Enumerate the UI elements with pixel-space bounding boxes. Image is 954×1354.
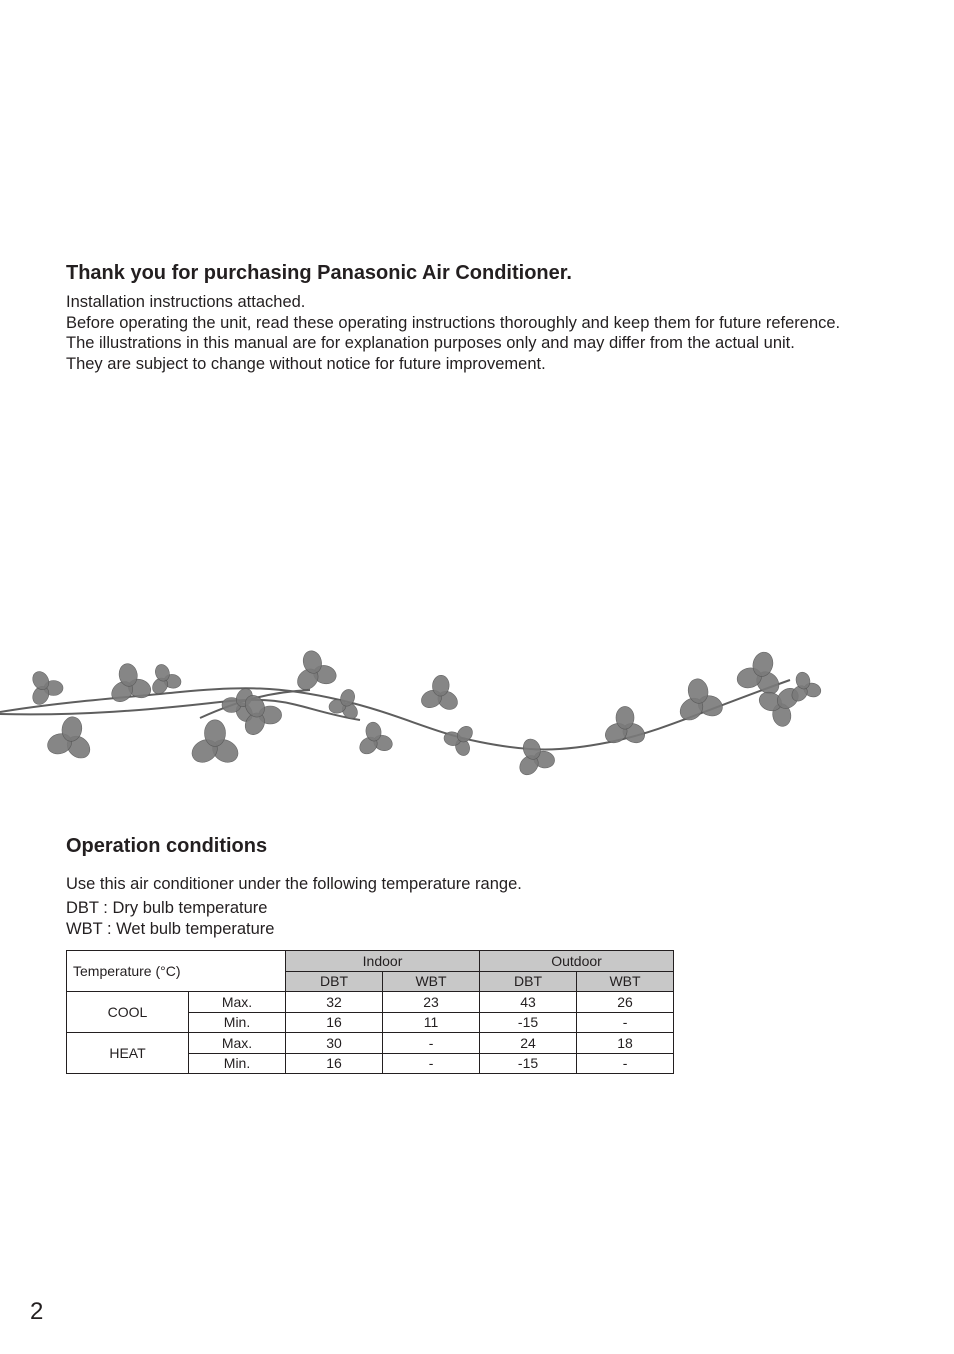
outdoor-wbt-header: WBT bbox=[577, 971, 674, 992]
table-header-row bbox=[67, 951, 674, 972]
indoor-dbt-header: DBT bbox=[286, 971, 383, 992]
page-number: 2 bbox=[30, 1298, 44, 1325]
table-row bbox=[67, 992, 674, 1013]
intro-line: Installation instructions attached. bbox=[66, 293, 306, 311]
conditions-text bbox=[66, 874, 886, 941]
row-label: Min. bbox=[189, 1053, 286, 1074]
intro-text bbox=[66, 292, 886, 374]
conditions-description: Use this air conditioner under the following temperature range. bbox=[66, 875, 522, 893]
row-label: Max. bbox=[189, 992, 286, 1013]
table-cell: 32 bbox=[286, 992, 383, 1013]
table-cell: 11 bbox=[383, 1012, 480, 1033]
outdoor-header: Outdoor bbox=[480, 951, 674, 972]
table-cell: -15 bbox=[480, 1053, 577, 1074]
dbt-legend: DBT : Dry bulb temperature bbox=[66, 898, 268, 917]
operation-conditions-table bbox=[66, 950, 674, 1074]
table-cell: -15 bbox=[480, 1012, 577, 1033]
outdoor-dbt-header: DBT bbox=[480, 971, 577, 992]
conditions-title: Operation conditions bbox=[66, 835, 268, 857]
indoor-header: Indoor bbox=[286, 951, 480, 972]
table-cell: - bbox=[577, 1053, 674, 1074]
intro-line: The illustrations in this manual are for explanation purposes only and may differ from the actual unit. bbox=[66, 334, 795, 353]
table-cell: 16 bbox=[286, 1012, 383, 1033]
table-row bbox=[67, 1033, 674, 1054]
row-label: Min. bbox=[189, 1012, 286, 1033]
table-cell: 16 bbox=[286, 1053, 383, 1074]
clover-vine-illustration bbox=[0, 640, 830, 790]
table-cell: - bbox=[383, 1033, 480, 1054]
heat-label: HEAT bbox=[67, 1033, 189, 1074]
table-cell: 23 bbox=[383, 992, 480, 1013]
table-cell: 43 bbox=[480, 992, 577, 1013]
intro-line: Before operating the unit, read these operating instructions thoroughly and keep them for future reference. bbox=[66, 313, 841, 332]
table-cell: - bbox=[577, 1012, 674, 1033]
table-corner-label: Temperature (°C) bbox=[67, 951, 286, 992]
intro-line: They are subject to change without notice for future improvement. bbox=[66, 354, 546, 373]
table-cell: - bbox=[383, 1053, 480, 1074]
indoor-wbt-header: WBT bbox=[383, 971, 480, 992]
table-cell: 30 bbox=[286, 1033, 383, 1054]
table-cell: 24 bbox=[480, 1033, 577, 1054]
table-cell: 18 bbox=[577, 1033, 674, 1054]
wbt-legend: WBT : Wet bulb temperature bbox=[66, 920, 275, 938]
table-cell: 26 bbox=[577, 992, 674, 1013]
cool-label: COOL bbox=[67, 992, 189, 1033]
intro-title: Thank you for purchasing Panasonic Air Conditioner. bbox=[66, 262, 572, 284]
row-label: Max. bbox=[189, 1033, 286, 1054]
